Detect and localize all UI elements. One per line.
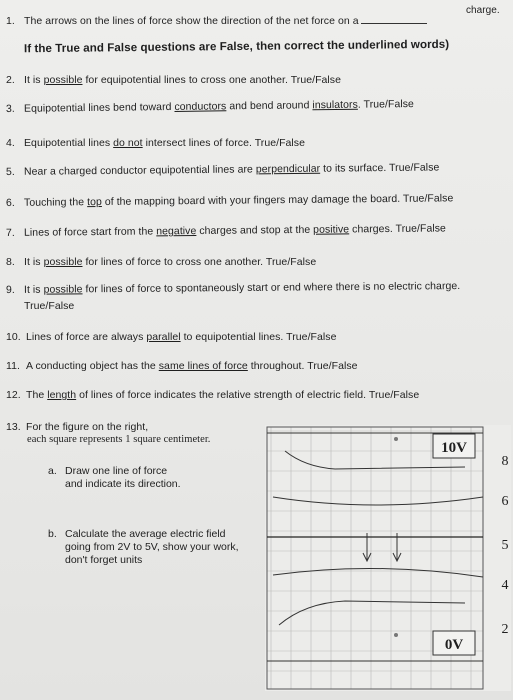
question-6: 6. Touching the top of the mapping board with your fingers may damage the board. True/False bbox=[5, 192, 454, 209]
bottom-charge-dot bbox=[394, 633, 398, 637]
part-a: a. Draw one line of force and indicate its direction. bbox=[48, 465, 181, 491]
question-3: 3. Equipotential lines bend toward conductors and bend around insulators. True/False bbox=[5, 98, 414, 115]
question-13-line2: each square represents 1 square centimeter. bbox=[27, 434, 211, 445]
top-charge-dot bbox=[394, 437, 398, 441]
right-label-4: 4 bbox=[501, 578, 509, 593]
question-1-end: charge. bbox=[466, 5, 500, 16]
question-13: 13. For the figure on the right, bbox=[6, 421, 149, 433]
answer-blank[interactable] bbox=[361, 14, 427, 24]
top-electrode-label: 10V bbox=[441, 440, 467, 456]
right-label-8: 8 bbox=[501, 454, 509, 469]
question-2: 2. It is possible for equipotential lines to cross one another. True/False bbox=[6, 74, 341, 86]
question-11: 11. A conducting object has the same lines of force throughout. True/False bbox=[6, 360, 358, 372]
question-9: 9. It is possible for lines of force to spontaneously start or end where there is no electric charge. bbox=[5, 280, 461, 296]
part-b: b. Calculate the average electric field going from 2V to 5V, show your work, don't forget units bbox=[48, 528, 239, 567]
field-grid-figure bbox=[265, 425, 511, 691]
question-5: 5. Near a charged conductor equipotential lines are perpendicular to its surface. True/False bbox=[5, 161, 440, 178]
right-label-2: 2 bbox=[501, 622, 509, 637]
question-1: 1. The arrows on the lines of force show the direction of the net force on a bbox=[6, 14, 429, 27]
question-10: 10. Lines of force are always parallel to equipotential lines. True/False bbox=[6, 331, 337, 343]
question-4: 4. Equipotential lines do not intersect lines of force. True/False bbox=[6, 137, 305, 149]
right-label-6: 6 bbox=[501, 494, 509, 509]
right-label-5: 5 bbox=[501, 538, 509, 553]
question-7: 7. Lines of force start from the negative charges and stop at the positive charges. True/False bbox=[5, 222, 446, 239]
instruction-heading: If the True and False questions are False, then correct the underlined words) bbox=[23, 37, 450, 56]
bottom-electrode-label: 0V bbox=[444, 637, 464, 653]
question-12: 12. The length of lines of force indicates the relative strength of electric field. True/False bbox=[6, 389, 420, 401]
question-8: 8. It is possible for lines of force to cross one another. True/False bbox=[6, 256, 317, 268]
question-9-line2: True/False bbox=[24, 300, 75, 312]
